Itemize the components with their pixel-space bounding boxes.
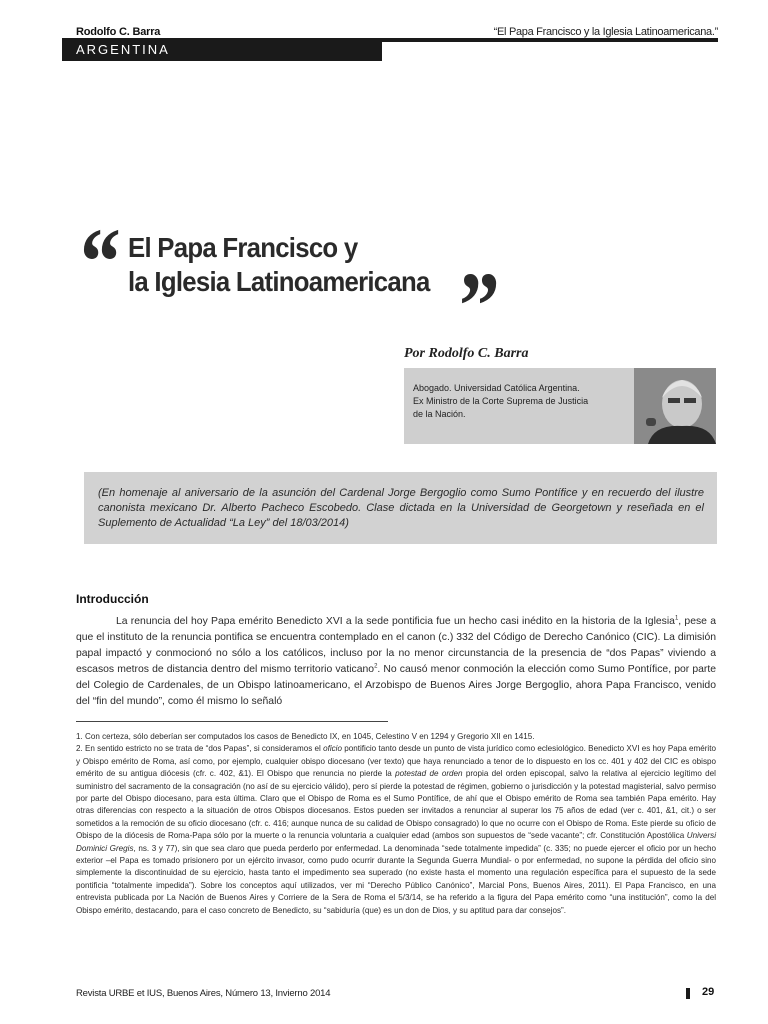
footnote-text-run: , ns. 3 y 77), sin que sea claro que pueda perderlo por enfermedad. La denominada “sede totalmente impedida” (c. 335; no puede ejercer el oficio por un hecho exterior –el Papa es tomado prisionero por un ejército invasor, como pudo ocurrir durante la Segunda Guerra Mundial- o por enfermedad, no supone la pérdida del oficio sino simplemente la discontinuidad de su ejercicio, hasta tanto el impedimento sea superado (no existe hasta el momento una regulación específica para el supuesto de la sede pontificia “totalmente impedida”). Sobre los conceptos aquí utilizados, ver mi “Derecho Público Canónico”, Marcial Pons, Buenos Aires, 2011). El Papa Francisco, en una entrevista publicada por La Nación de Buenos Aires y Corriere de la Sera de Roma el 5/3/14, se ha referido a la figura del Papa emérito como “una institución”, como la del Obispo emérito, destacando, para el caso concreto de Benedicto, su “sabiduría (que) es un don de Dios, y su aptitud para dar consejos”. [76,843,716,915]
close-quote-mark: ” [459,252,500,359]
footnote-ref: 2 [374,663,378,670]
footnote-emphasis: potestad de orden [395,769,463,779]
article-title-line2: la Iglesia Latinoamericana [128,266,430,297]
footnote-ref: 1 [674,615,679,622]
footnote-emphasis: oficio [323,744,342,754]
footnote-text-run: 2. En sentido estricto no se trata de “dos Papas”, si consideramos el [76,744,324,754]
body-text-run: . No causó menor conmoción la elección como Sumo Pontífice, por parte del Colegio de Cardenales, de un Obispo latinoamericano, el Arzobispo de Buenos Aires Jorge Bergoglio, ahora Papa Francisco, venido del “fin del mundo”, como él mismo lo señaló [76,664,716,707]
author-photo [634,368,716,444]
open-quote-mark: “ [80,208,121,315]
footnote-emphasis: Universi Dominici Gregis [76,831,716,853]
article-title-line1: El Papa Francisco y [128,232,358,263]
body-text-run: La renuncia del hoy Papa emérito Benedicto XVI a la sede pontificia fue un hecho casi inédito en la historia de la Iglesia [116,616,675,627]
header-running-title: “El Papa Francisco y la Iglesia Latinoamericana.” [493,26,718,38]
footnote-text-run: propia del orden episcopal, salvo la relativa al ejercicio legítimo del suministro del sacramento de la consagración (no así de su ejercicio válido), pero sí pierde la potestad de régimen, gobierno o jurisdicción y la potestad magisterial, salvo permiso por parte del Obispo diocesano, para esta última. Claro que el Obispo de Roma es el Sumo Pontífice, de ahí que el Obispo emérito de Roma sea también Papa emérito. Hay otras diferencias con respecto a la situación de otros Obispos diocesanos. Estos pueden ser invitados a renunciar al superar los 75 años de edad (ver c. 401, &1, cit.) o ser sometidos a la remoción de su oficio diocesano (cfr. c. 416; aunque nunca de su calidad de Obispo consagrado) lo que no ocurre con el Obispo de Roma. Este pierde su oficio de Obispo de la diócesis de Roma-Papa sólo por la muerte o la renuncia voluntaria a cualquier edad (ambos son supuestos de “sede vacante”; cfr. Constitución Apostólica [76,769,716,841]
journal-citation: Revista URBE et IUS, Buenos Aires, Número 13, Invierno 2014 [76,988,331,999]
footnote-1: 1. Con certeza, sólo deberían ser computados los casos de Benedicto IX, en 1045, Celestino V en 1294 y Gregorio XII en 1415. [76,732,535,741]
byline: Por Rodolfo C. Barra [404,346,529,361]
header-rule [382,38,718,42]
footnote-2 [76,743,716,917]
page-number: 29 [702,986,715,998]
page-marker [686,988,690,999]
dedication-text: (En homenaje al aniversario de la asunción del Cardenal Jorge Bergoglio como Sumo Pontífice y en recuerdo del ilustre canonista mexicano Dr. Alberto Pacheco Escobedo. Clase dictada en la Universidad de Georgetown y reseñada en el Suplemento de Actualidad “La Ley” del 18/03/2014) [98,487,704,529]
section-heading: Introducción [76,592,149,606]
header-author: Rodolfo C. Barra [76,26,161,38]
bio-line: de la Nación. [413,409,466,419]
footnote-rule [76,721,388,722]
footnote-text-run: pontificio tanto desde un punto de vista jurídico como eclesiológico. Benedicto XVI es hoy Papa emérito y Obispo emérito de Roma, así como, por ejemplo, cualquier obispo diocesano (ver texto) que haya renunciado a tenor de lo dispuesto en los cc. 401 y 402 del CIC es obispo emérito de su antigua diócesis (cfr. c. 402, &1). El Obispo que renuncia no pierde la [76,744,716,779]
footnotes [76,731,716,917]
body-paragraph [76,614,716,710]
bio-line: Abogado. Universidad Católica Argentina. [413,383,580,393]
author-bio [413,382,633,421]
bio-line: Ex Ministro de la Corte Suprema de Justicia [413,396,589,406]
author-portrait-image [634,368,716,444]
body-text-run: , pese a que el instituto de la renuncia pontifica se encuentra contemplado en el canon (c.) 332 del Código de Derecho Canónico (CIC). La dimisión papal impactó y conmocionó no sólo a los católicos, incluso por la no menor circunstancia de la presencia de “dos Papas” viviendo a escasos metros de distancia dentro del mismo territorio vaticano [76,616,716,675]
section-label: ARGENTINA [76,42,170,57]
